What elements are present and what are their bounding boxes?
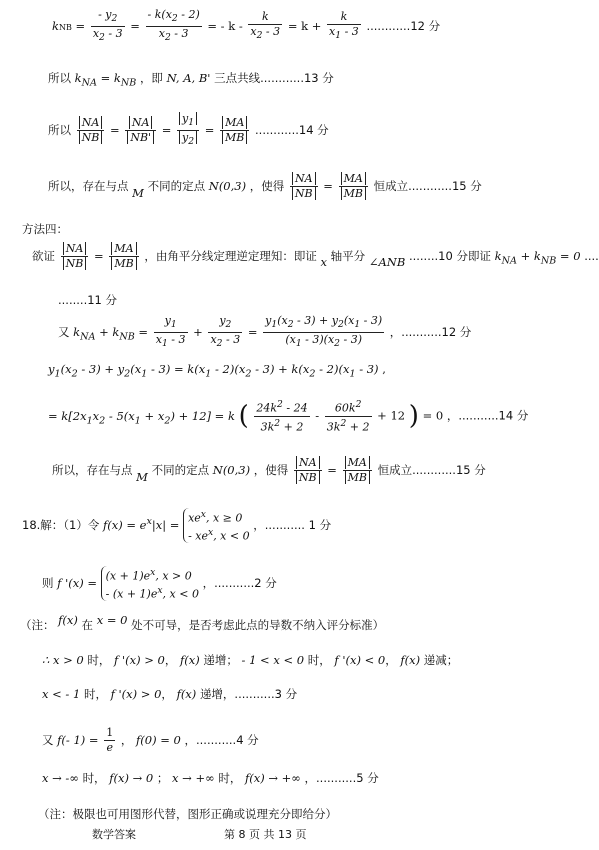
footer-subject: 数学答案 [92, 828, 136, 841]
line-kNB: kNB = $\frac{- y_2}{x_2 - 3}$ = $\frac{- k(x_2 - 2)}{x_2 - 3}$ = - k - $\frac{k}{x_2 - 3}$ = k + $\frac{k}{x_1 - 3}$ ............12 分 [52, 8, 441, 44]
line-ratio: 所以 $\frac{NA}{NB}$ = $\frac{NA}{NB'}$ = $\frac{y_1}{y_2}$ = $\frac{MA}{MB}$ ............14 分 [48, 112, 329, 148]
line-note-1: （注： f(x) 在 x = 0 处不可导，是否考虑此点的导数不纳入评分标准） [20, 613, 385, 632]
line-score-11: ........11 分 [58, 293, 118, 307]
line-collinear: 所以 $k_{NA} = k_{NB}$ ，即 N, A, B' 三点共线............13 分 [48, 71, 334, 89]
line-values: 又 f(- 1) = $\frac{1}{e}$ ， f(0) = 0 ，...........4 分 [42, 726, 259, 754]
method-heading: 方法四： [22, 222, 68, 236]
score-label: ............12 分 [366, 19, 441, 34]
line-limits: x → -∞ 时， f(x) → 0 ； x → +∞ 时， f(x) → +∞ ，...........5 分 [42, 771, 379, 785]
line-sum-slopes: 又 $k_{NA} + k_{NB}$ = $\frac{y_1}{x_1 - 3}$ + $\frac{y_2}{x_2 - 3}$ = $\frac{y_1(x_2 - 3) + y_2(x_1 - 3)}{(x_1 - 3)(x_2 - 3)}$ ，...........12 分 [58, 314, 472, 350]
line-expand: $y_1(x_2 - 3) + y_2(x_1 - 3) = k(x_1 - 2)(x_2 - 3) + k(x_2 - 2)(x_1 - 3)$ , [48, 362, 386, 380]
line-conclusion-1: 所以，存在与点 M 不同的定点 N(0,3) ，使得 $\frac{NA}{NB}$ = $\frac{MA}{MB}$ 恒成立............15 分 [48, 172, 482, 200]
line-conclusion-2: 所以，存在与点 M 不同的定点 N(0,3) ，使得 $\frac{NA}{NB}$ = $\frac{MA}{MB}$ 恒成立............15 分 [52, 456, 486, 484]
line-method4-intro: 欲证 $\frac{NA}{NB}$ = $\frac{MA}{MB}$ ，由角平分线定理逆定理知：即证 x 轴平分 ∠ANB ........10 分即证 $k_{NA} + k_{NB} = 0$ .... [32, 242, 599, 270]
line-q18-define: 18.解：（1）令 $f(x) = e^x|x| = xe^x$, x ≥ 0 - $xe^x$, x < 0 ，........... 1 分 [22, 509, 332, 543]
line-note-2: （注：极限也可用图形代替，图形正确或说理充分即给分） [38, 807, 337, 821]
line-q18-derivative: 则 f '$(x) = (x + 1)e^x$, x > 0 - $(x + 1)e^x$, x < 0 ，...........2 分 [42, 567, 277, 601]
line-monotonic-2: x < - 1 时， f '(x) > 0， f(x) 递增，...........3 分 [42, 687, 298, 701]
footer-page-number: 第 8 页 共 13 页 [224, 828, 307, 841]
line-vieta: = $k[2x_1x_2 - 5(x_1 + x_2) + 12] = k$ ( $\frac{24k^2 - 24}{3k^2 + 2}$ - $\frac{60k^2}{3k^2 + 2}$ + 12 ) = 0 ，...........14 分 [48, 399, 529, 434]
line-monotonic-1: ∴ x > 0 时， f '(x) > 0， f(x) 递增； - 1 < x < 0 时， f '(x) < 0， f(x) 递减； [42, 653, 459, 667]
